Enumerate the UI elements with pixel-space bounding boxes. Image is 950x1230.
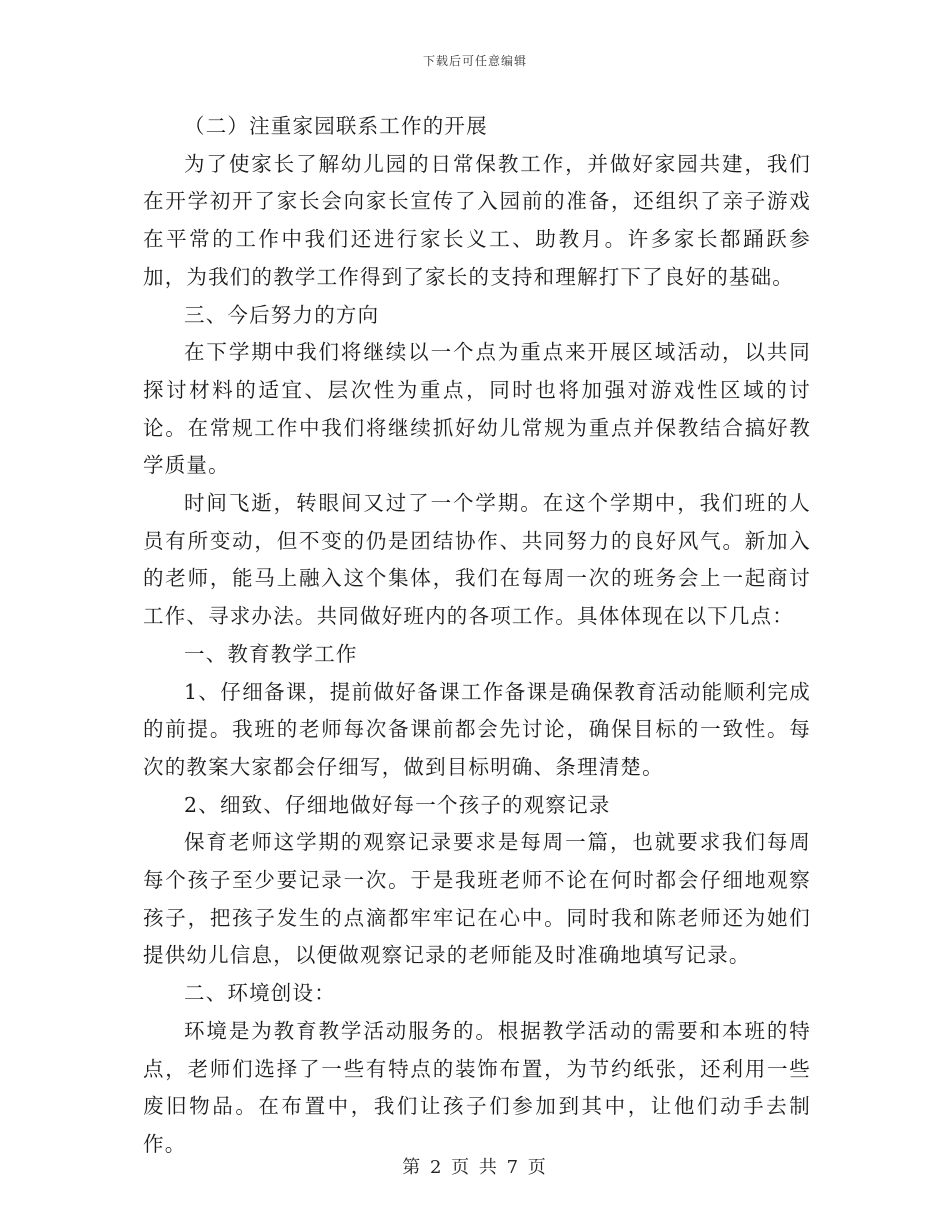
page-header: 下载后可任意编辑 [422,54,527,68]
section-heading-future-direction: 三、今后努力的方向 [184,302,380,327]
paragraph-environment: 环境是为教育教学活动服务的。根据教学活动的需要和本班的特点，老师们选择了一些有特点的装饰布置，为节约纸张，还利用一些废旧物品。在布置中，我们让孩子们参加到其中，让他们动手去制作。 [143,1018,811,1156]
subheading-observation-records: 2、细致、仔细地做好每一个孩子的观察记录 [184,792,611,817]
section-heading-home-school: （二）注重家园联系工作的开展 [184,114,488,138]
page-footer-page-number: 第 2 页 共 7 页 [402,1157,548,1178]
paragraph-home-school: 为了使家长了解幼儿园的日常保教工作，并做好家园共建，我们在开学初开了家长会向家长宣传了入园前的准备，还组织了亲子游戏在平常的工作中我们还进行家长义工、助教月。许多家长都踊跃参加，为我们的教学工作得到了家长的支持和理解打下了良好的基础。 [143,151,811,289]
document-body [143,108,811,1164]
section-heading-teaching-work: 一、教育教学工作 [184,641,358,666]
paragraph-observation-records: 保育老师这学期的观察记录要求是每周一篇，也就要求我们每周每个孩子至少要记录一次。于是我班老师不论在何时都会仔细地观察孩子，把孩子发生的点滴都牢牢记在心中。同时我和陈老师还为她们提供幼儿信息，以便做观察记录的老师能及时准确地填写记录。 [143,830,811,968]
paragraph-lesson-prep: 1、仔细备课，提前做好备课工作备课是确保教育活动能顺利完成的前提。我班的老师每次备课前都会先讨论，确保目标的一致性。每次的教案大家都会仔细写，做到目标明确、条理清楚。 [143,679,811,779]
section-heading-environment: 二、环境创设： [184,981,336,1006]
paragraph-semester-summary: 时间飞逝，转眼间又过了一个学期。在这个学期中，我们班的人员有所变动，但不变的仍是团结协作、共同努力的良好风气。新加入的老师，能马上融入这个集体，我们在每周一次的班务会上一起商讨工作、寻求办法。共同做好班内的各项工作。具体体现在以下几点： [143,491,811,629]
paragraph-future-direction: 在下学期中我们将继续以一个点为重点来开展区域活动，以共同探讨材料的适宜、层次性为重点，同时也将加强对游戏性区域的讨论。在常规工作中我们将继续抓好幼儿常规为重点并保教结合搞好教学质量。 [143,340,811,478]
